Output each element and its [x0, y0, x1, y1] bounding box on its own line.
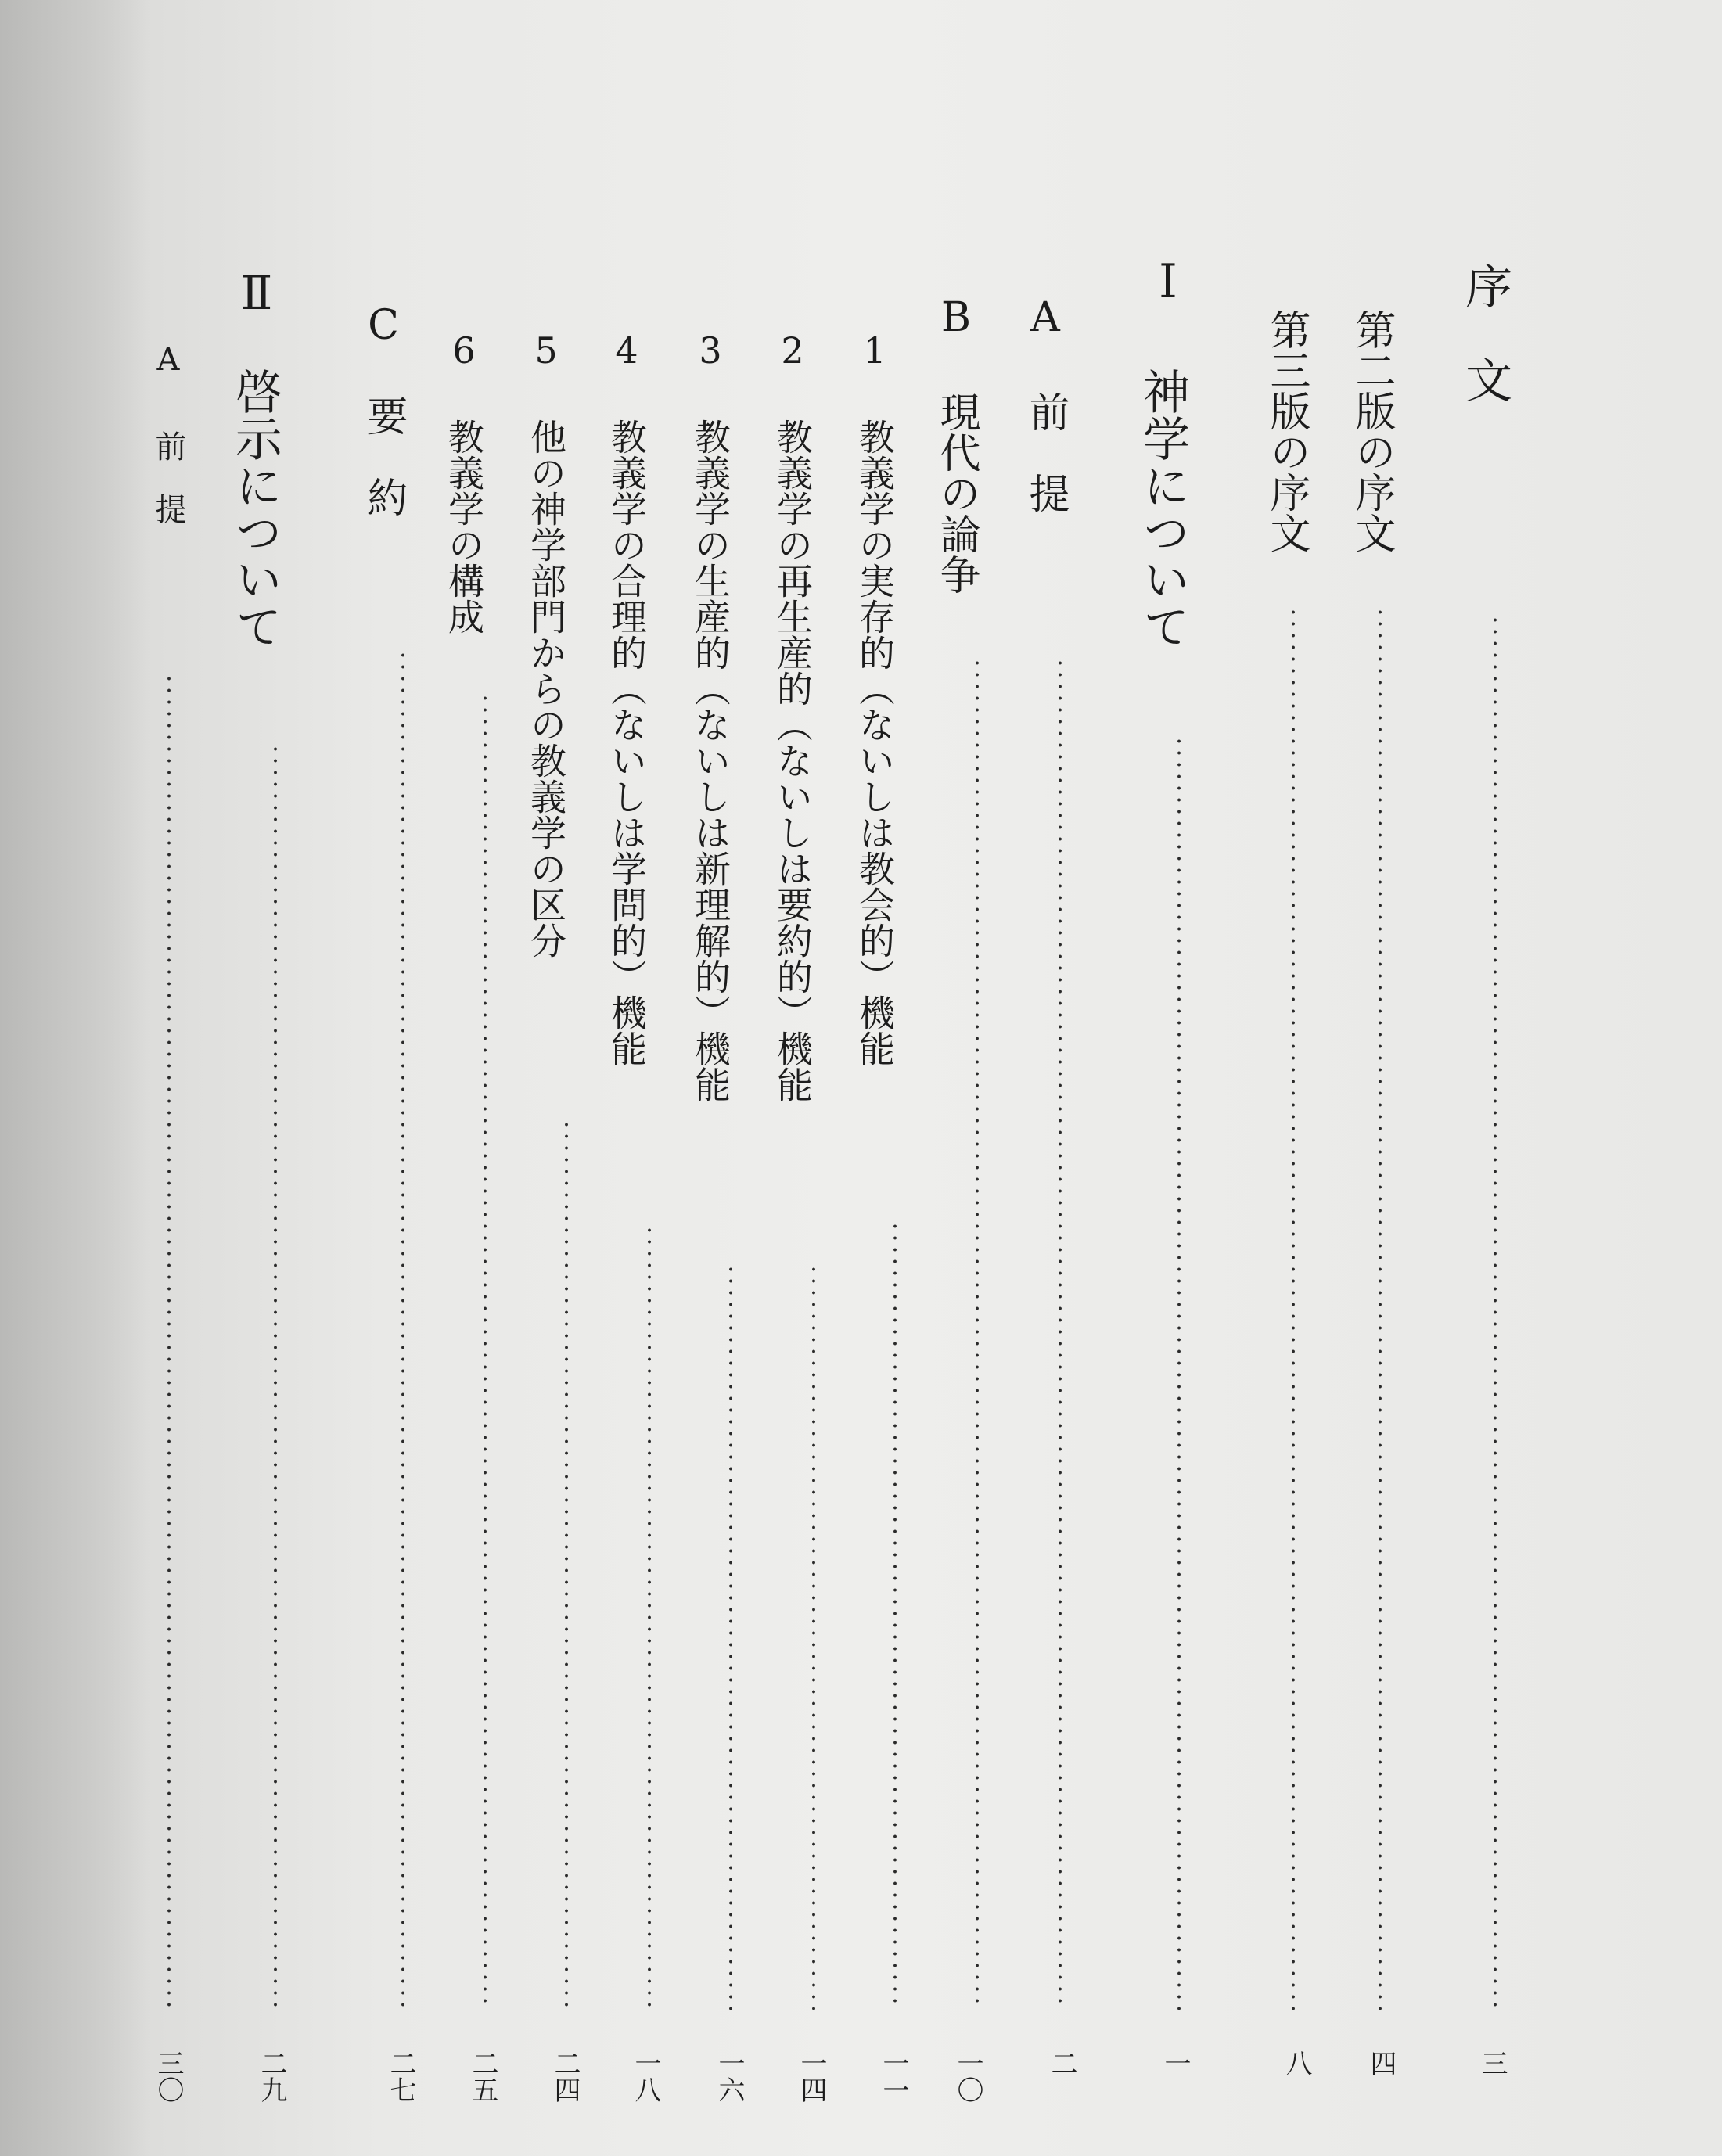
page-number: 一 — [1159, 2050, 1191, 2076]
toc-title: 教義学の構成 — [443, 419, 485, 634]
page-number: 二四 — [549, 2050, 581, 2103]
section-number: 6 — [452, 329, 476, 372]
page-number: 二九 — [256, 2050, 287, 2103]
section-letter: C — [368, 302, 399, 349]
section-number: 2 — [781, 329, 804, 372]
dot-leader — [976, 657, 979, 2010]
section-letter: B — [940, 294, 972, 341]
dot-leader — [812, 1263, 815, 2010]
dot-leader — [1059, 657, 1062, 2010]
section-letter: A — [1030, 294, 1060, 341]
dot-leader — [167, 673, 171, 2010]
dot-leader — [401, 649, 404, 2010]
toc-title: 神学について — [1135, 368, 1190, 649]
part-number: Ⅰ — [1159, 254, 1177, 309]
toc-title: 啓示について — [228, 368, 282, 649]
page-number: 二 — [1046, 2050, 1077, 2076]
toc-title: 前 提 — [1022, 391, 1069, 513]
dot-leader — [893, 1220, 897, 2010]
page-number: 二七 — [385, 2050, 416, 2103]
section-number: 3 — [699, 329, 722, 372]
toc-title: 他の神学部門からの教義学の区分 — [525, 419, 567, 958]
page-number: 一四 — [796, 2050, 827, 2103]
page-number: 一一 — [878, 2050, 909, 2103]
section-number: 1 — [863, 329, 886, 372]
dot-leader — [1494, 614, 1497, 2010]
page-number: 二五 — [467, 2050, 498, 2103]
toc-title: 教義学の合理的（ないしは学問的）機能 — [606, 419, 648, 1066]
dot-leader — [648, 1224, 651, 2010]
dot-leader — [274, 743, 277, 2010]
toc-title: 教義学の実存的（ないしは教会的）機能 — [854, 419, 896, 1066]
dot-leader — [565, 1119, 568, 2010]
section-letter: A — [156, 342, 180, 378]
part-number: Ⅱ — [240, 266, 273, 321]
page-number: 四 — [1365, 2050, 1397, 2076]
toc-title: 第三版の序文 — [1263, 309, 1310, 553]
toc-title: 教義学の再生産的（ないしは要約的）機能 — [771, 419, 814, 1102]
section-number: 5 — [534, 329, 558, 372]
toc-title: 第二版の序文 — [1348, 309, 1395, 553]
dot-leader — [1292, 606, 1295, 2010]
page-number: 三〇 — [153, 2050, 184, 2103]
page-number: 一〇 — [952, 2050, 983, 2103]
toc-title: 要 約 — [360, 395, 407, 517]
dot-leader — [484, 692, 487, 2010]
section-number: 4 — [615, 329, 638, 372]
page-number: 一六 — [714, 2050, 745, 2103]
toc-title: 序 文 — [1458, 262, 1512, 403]
page-number: 三 — [1476, 2050, 1508, 2076]
page-number: 一八 — [630, 2050, 661, 2103]
dot-leader — [729, 1263, 732, 2010]
toc-title: 前 提 — [150, 430, 186, 524]
toc-title: 教義学の生産的（ないしは新理解的）機能 — [689, 419, 732, 1102]
dot-leader — [1379, 606, 1382, 2010]
page-number: 八 — [1281, 2050, 1312, 2076]
toc-title: 現代の論争 — [933, 391, 980, 595]
dot-leader — [1177, 735, 1181, 2010]
